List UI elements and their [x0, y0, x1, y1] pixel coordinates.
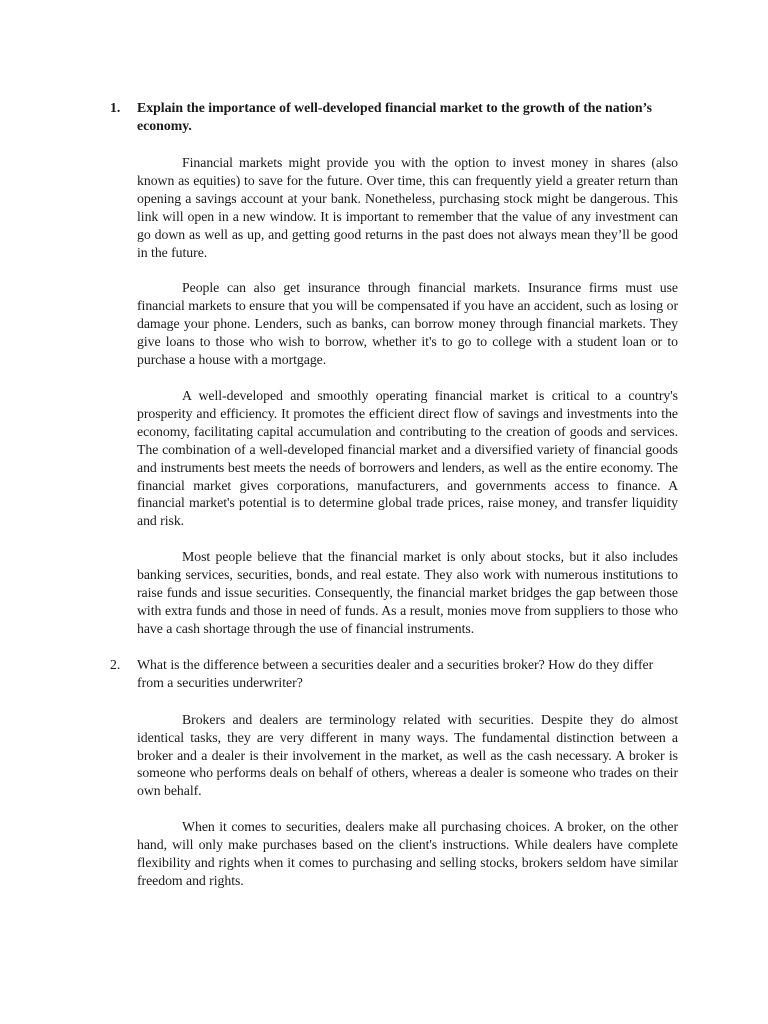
answer-2-paragraph-2: When it comes to securities, dealers make all purchasing choices. A broker, on the other hand, will only make purchases based on the client's instructions. While dealers have complete flexibility and rights when it comes to purchasing and selling stocks, brokers seldom have similar freedom and rights.: [137, 819, 678, 888]
answer-2-paragraph-1: Brokers and dealers are terminology related with securities. Despite they do almost identical tasks, they are very different in many ways. The fundamental distinction between a broker and a dealer is their involvement in the market, as well as the cash necessary. A broker is someone who performs deals on behalf of others, whereas a dealer is someone who trades on their own behalf.: [137, 711, 678, 799]
answer-1-paragraph-2: People can also get insurance through financial markets. Insurance firms must use financial markets to ensure that you will be compensated if you have an accident, such as losing or damage your phone. Lenders, such as banks, can borrow money through financial markets. They give loans to those who wish to borrow, whether it's to go to college with a student loan or to purchase a house with a mortgage.: [137, 280, 678, 368]
question-text: What is the difference between a securities dealer and a securities broker? How do they differ from a securities underwriter?: [137, 656, 654, 690]
document-content: [110, 99, 678, 890]
question-1-heading: [110, 99, 678, 135]
answer-1-paragraph-4: Most people believe that the financial market is only about stocks, but it also includes banking services, securities, bonds, and real estate. They also work with numerous institutions to raise funds and issue securities. Consequently, the financial market bridges the gap between those with extra funds and those in need of funds. As a result, monies move from suppliers to those who have a cash shortage through the use of financial instruments.: [137, 549, 678, 636]
answer-1-paragraph-1: Financial markets might provide you with the option to invest money in shares (also known as equities) to save for the future. Over time, this can frequently yield a greater return than opening a savings account at your bank. Nonetheless, purchasing stock might be dangerous. This link will open in a new window. It is important to remember that the value of any investment can go down as well as up, and getting good returns in the past does not always mean they’ll be good in the future.: [137, 155, 678, 260]
question-2-heading: [110, 656, 678, 692]
question-number: 2.: [110, 656, 121, 672]
question-text: Explain the importance of well-developed financial market to the growth of the nation’s economy.: [137, 100, 653, 133]
question-number: 1.: [110, 100, 121, 115]
answer-1-paragraph-3: A well-developed and smoothly operating financial market is critical to a country's prosperity and efficiency. It promotes the efficient direct flow of savings and investments into the economy, facilitating capital accumulation and contributing to the creation of goods and services. The combination of a well-developed financial market and a diversified variety of financial goods and instruments best meets the needs of borrowers and lenders, as well as the entire economy. The financial market gives corporations, manufacturers, and governments access to finance. A financial market's potential is to determine global trade prices, raise money, and transfer liquidity and risk.: [137, 387, 678, 529]
